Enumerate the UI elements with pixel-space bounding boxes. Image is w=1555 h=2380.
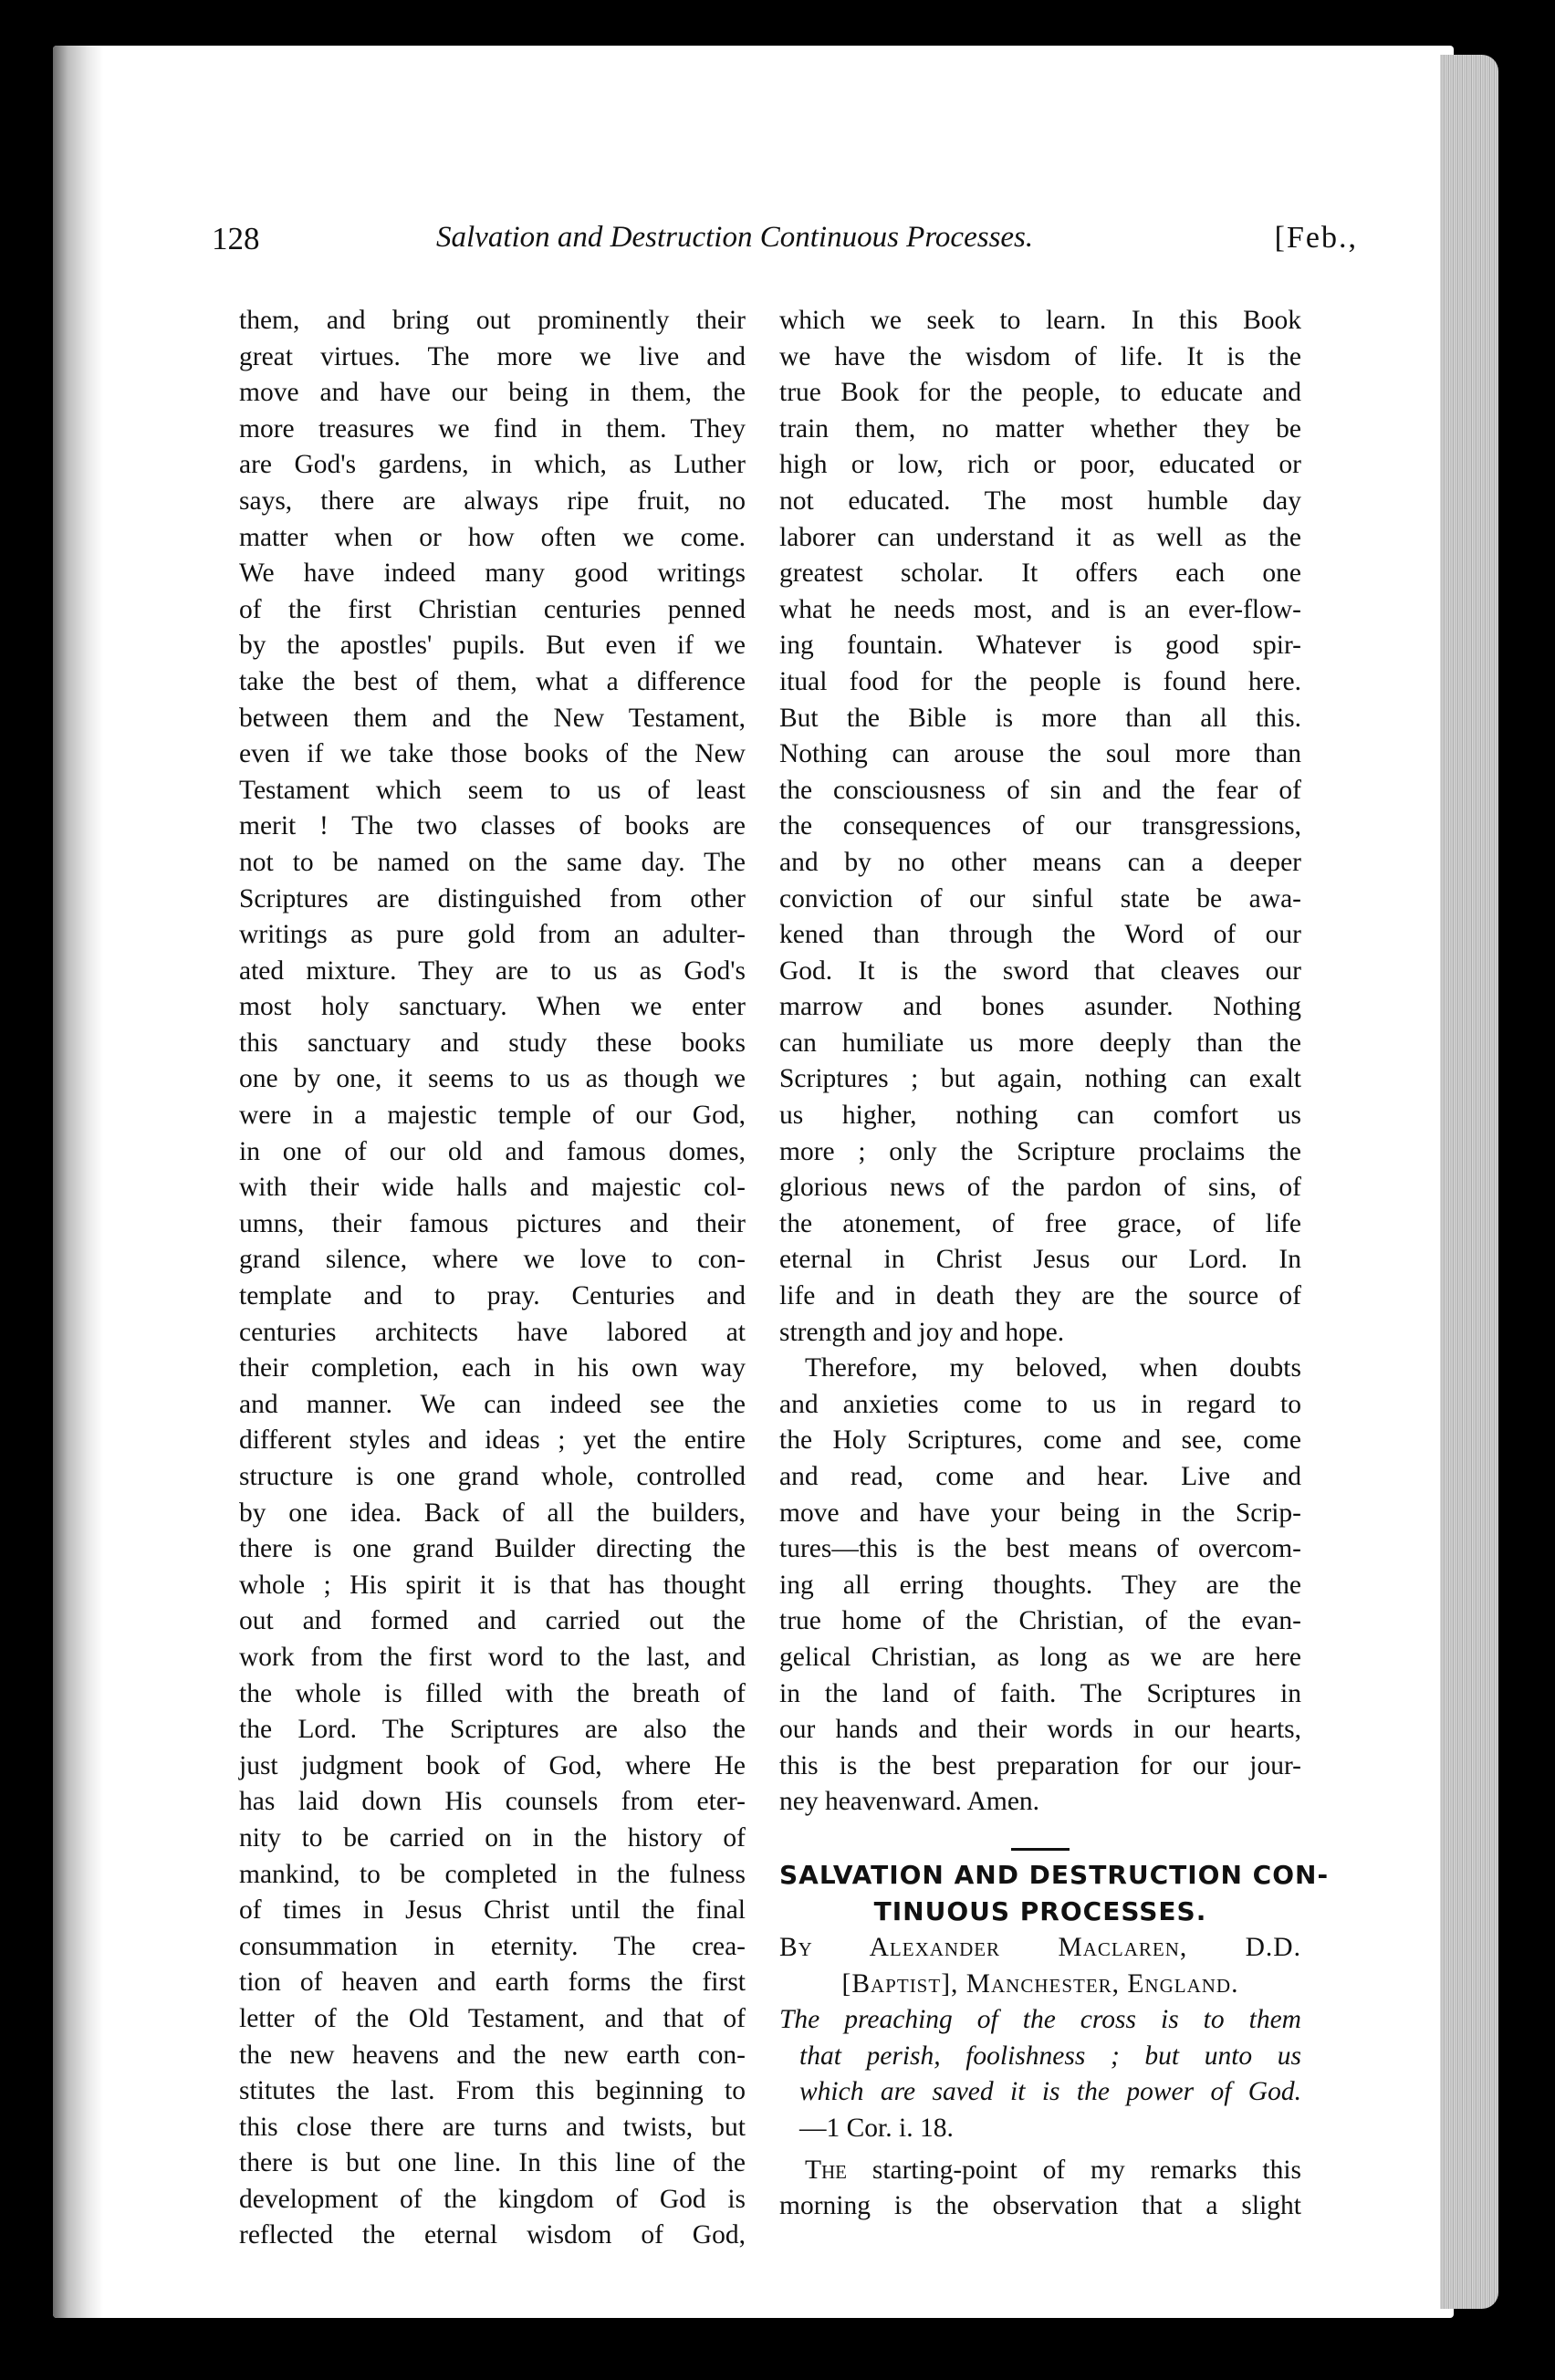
body-text-line: just judgment book of God, where He — [239, 1750, 746, 1780]
epigraph-reference: —1 Cor. i. 18. — [799, 2113, 954, 2143]
body-text-line: by one idea. Back of all the builders, — [239, 1498, 746, 1528]
body-text-line: tures—this is the best means of overcom- — [779, 1534, 1301, 1564]
body-text-line: them, and bring out prominently their — [239, 306, 746, 335]
article-heading-line: TINUOUS PROCESSES. — [873, 1895, 1207, 1926]
body-text-line: and read, come and hear. Live and — [779, 1462, 1301, 1491]
body-text-line: of the first Christian centuries penned — [239, 594, 746, 624]
body-text-line: ing fountain. Whatever is good spir- — [779, 631, 1301, 661]
body-text-line: strength and joy and hope. — [779, 1317, 1065, 1347]
body-text-line: the Lord. The Scriptures are also the — [239, 1715, 746, 1745]
body-text-line: in one of our old and famous domes, — [239, 1136, 746, 1166]
body-text-line: us higher, nothing can comfort us — [779, 1101, 1301, 1131]
body-text-line: there is one grand Builder directing the — [239, 1534, 746, 1564]
body-text-line: this is the best preparation for our jour- — [779, 1750, 1301, 1780]
body-text-line: their completion, each in his own way — [239, 1353, 746, 1383]
body-text-line: what he needs most, and is an ever-flow- — [779, 594, 1301, 624]
running-date: [Feb., — [1274, 221, 1358, 255]
body-text-line: the consciousness of sin and the fear of — [779, 775, 1301, 805]
body-text-line — [779, 2153, 1301, 2189]
body-text-line: ing all erring thoughts. They are the — [779, 1570, 1301, 1600]
body-text-line: and anxieties come to us in regard to — [779, 1389, 1301, 1419]
body-text-line: are God's gardens, in which, as Luther — [239, 450, 746, 480]
body-text-line: one by one, it seems to us as though we — [239, 1064, 746, 1094]
body-text-line: gelical Christian, as long as we are here — [779, 1642, 1301, 1672]
body-text-line: and by no other means can a deeper — [779, 847, 1301, 877]
body-text-line: out and formed and carried out the — [239, 1606, 746, 1636]
body-text-line: and manner. We can indeed see the — [239, 1389, 746, 1419]
book-spine-shadow — [53, 46, 103, 2318]
body-text-line: by the apostles' pupils. But even if we — [239, 631, 746, 661]
paragraph — [779, 1351, 1301, 1821]
body-text-line: nity to be carried on in the history of — [239, 1822, 746, 1853]
page-edges — [1440, 55, 1498, 2309]
body-text-line: true Book for the people, to educate and — [779, 378, 1301, 408]
body-text-line: Therefore, my beloved, when doubts — [805, 1353, 1301, 1383]
body-text-line: development of the kingdom of God is — [239, 2184, 746, 2214]
body-text-line: template and to pray. Centuries and — [239, 1281, 746, 1311]
body-text-line: laborer can understand it as well as the — [779, 522, 1301, 552]
body-text-line: Scriptures ; but again, nothing can exalt — [779, 1064, 1301, 1094]
body-text-line: different styles and ideas ; yet the entire — [239, 1425, 746, 1456]
body-text-line: ney heavenward. Amen. — [779, 1787, 1040, 1817]
body-text-line: take the best of them, what a difference — [239, 666, 746, 696]
body-text-line: greatest scholar. It offers each one — [779, 558, 1301, 589]
body-text-line: which we seek to learn. In this Book — [779, 306, 1301, 335]
body-text-line: umns, their famous pictures and their — [239, 1208, 746, 1238]
body-text-line: we have the wisdom of life. It is the — [779, 341, 1301, 371]
body-text-line: Scriptures are distinguished from other — [239, 883, 746, 913]
body-text-line: whole ; His spirit it is that has thought — [239, 1570, 746, 1600]
body-text-line: stitutes the last. From this beginning to — [239, 2076, 746, 2106]
body-text-line: between them and the New Testament, — [239, 703, 746, 733]
byline-author: By Alexander Maclaren, D.D. — [779, 1932, 1301, 1962]
body-text-line: this close there are turns and twists, but — [239, 2112, 746, 2142]
body-text-line: reflected the eternal wisdom of God, — [239, 2220, 746, 2250]
body-text-line: of times in Jesus Christ until the final — [239, 1895, 746, 1926]
body-text-line: not educated. The most humble day — [779, 485, 1301, 516]
body-text-line: ated mixture. They are to us as God's — [239, 955, 746, 986]
body-text-line: conviction of our sinful state be awa- — [779, 883, 1301, 913]
opening-word: The — [805, 2155, 848, 2185]
epigraph-line: that perish, foolishness ; but unto us — [799, 2041, 1301, 2071]
body-text-line: true home of the Christian, of the evan- — [779, 1606, 1301, 1636]
body-text-line: this sanctuary and study these books — [239, 1028, 746, 1058]
body-text-line: consummation in eternity. The crea- — [239, 1931, 746, 1961]
body-text-line: We have indeed many good writings — [239, 558, 746, 589]
body-text-line: the atonement, of free grace, of life — [779, 1208, 1301, 1238]
body-text-line: with their wide halls and majestic col- — [239, 1173, 746, 1203]
body-text-line: great virtues. The more we live and — [239, 341, 746, 371]
epigraph-line: which are saved it is the power of God. — [799, 2077, 1301, 2107]
body-text-line: in the land of faith. The Scriptures in — [779, 1678, 1301, 1708]
running-title: Salvation and Destruction Continuous Processes. — [436, 221, 1034, 254]
body-text-line: work from the first word to the last, and — [239, 1642, 746, 1672]
body-text-line: says, there are always ripe fruit, no — [239, 485, 746, 516]
body-text-line: the whole is filled with the breath of — [239, 1678, 746, 1708]
body-text-line: more treasures we find in them. They — [239, 413, 746, 444]
body-text-line: writings as pure gold from an adulter- — [239, 920, 746, 950]
body-text-line: the Holy Scriptures, come and see, come — [779, 1425, 1301, 1456]
body-text-line: letter of the Old Testament, and that of — [239, 2003, 746, 2033]
body-text-line: has laid down His counsels from eter- — [239, 1787, 746, 1817]
body-text-line: kened than through the Word of our — [779, 920, 1301, 950]
body-text-line: there is but one line. In this line of the — [239, 2148, 746, 2178]
page-number: 128 — [212, 221, 260, 256]
body-text-line: train them, no matter whether they be — [779, 413, 1301, 444]
body-text-line: more ; only the Scripture proclaims the — [779, 1136, 1301, 1166]
body-text-line: the new heavens and the new earth con- — [239, 2040, 746, 2070]
body-text-line: matter when or how often we come. — [239, 522, 746, 552]
article-heading-line: SALVATION AND DESTRUCTION CON- — [779, 1859, 1330, 1890]
body-text-line: can humiliate us more deeply than the — [779, 1028, 1301, 1058]
body-text-line: Testament which seem to us of least — [239, 775, 746, 805]
left-column — [239, 303, 746, 2283]
body-text-line: marrow and bones asunder. Nothing — [779, 992, 1301, 1022]
body-text-line: morning is the observation that a slight — [779, 2191, 1301, 2221]
body-text-line: tion of heaven and earth forms the first — [239, 1968, 746, 1998]
body-text-line: our hands and their words in our hearts, — [779, 1715, 1301, 1745]
body-text-line: Nothing can arouse the soul more than — [779, 739, 1301, 769]
running-head — [208, 217, 1358, 272]
section-divider — [779, 1821, 1301, 1857]
body-text-line: mankind, to be completed in the fulness — [239, 1859, 746, 1889]
body-text-line: not to be named on the same day. The — [239, 847, 746, 877]
body-text-line: centuries architects have labored at — [239, 1317, 746, 1347]
body-text-line: God. It is the sword that cleaves our — [779, 955, 1301, 986]
body-text-line: eternal in Christ Jesus our Lord. In — [779, 1245, 1301, 1275]
epigraph — [779, 2002, 1301, 2111]
paragraph — [779, 303, 1301, 1351]
body-text-line: merit ! The two classes of books are — [239, 811, 746, 841]
epigraph-line: The preaching of the cross is to them — [779, 2005, 1301, 2035]
body-text-line: were in a majestic temple of our God, — [239, 1101, 746, 1131]
body-text-line: life and in death they are the source of — [779, 1281, 1301, 1311]
body-text-line: even if we take those books of the New — [239, 739, 746, 769]
body-text-line: But the Bible is more than all this. — [779, 703, 1301, 733]
body-text-line: move and have our being in them, the — [239, 378, 746, 408]
byline-affiliation: [Baptist], Manchester, England. — [841, 1968, 1239, 1999]
right-column — [779, 303, 1330, 2283]
body-text-line: itual food for the people is found here. — [779, 666, 1301, 696]
body-text-line: move and have your being in the Scrip- — [779, 1498, 1301, 1528]
body-text-line: glorious news of the pardon of sins, of — [779, 1173, 1301, 1203]
opening-text: starting-point of my remarks this — [847, 2155, 1301, 2185]
body-text-line: high or low, rich or poor, educated or — [779, 450, 1301, 480]
body-text-line: structure is one grand whole, controlled — [239, 1462, 746, 1491]
body-text-line: most holy sanctuary. When we enter — [239, 992, 746, 1022]
body-text-line: grand silence, where we love to con- — [239, 1245, 746, 1275]
body-text-line: the consequences of our transgressions, — [779, 811, 1301, 841]
